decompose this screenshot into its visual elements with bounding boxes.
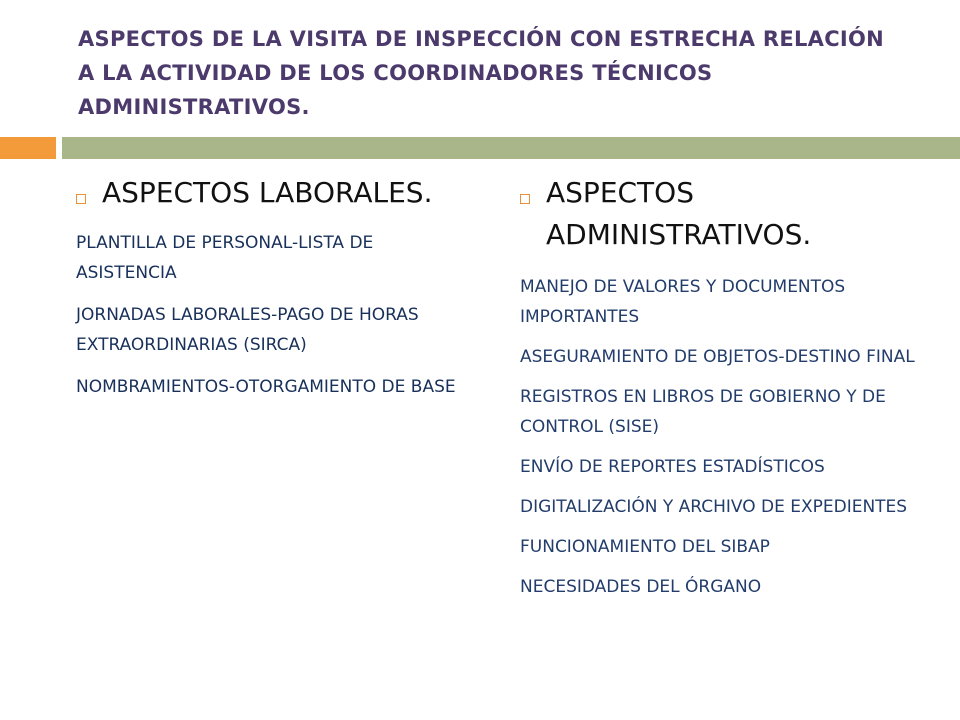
list-item: ENVÍO DE REPORTES ESTADÍSTICOS [520,457,825,477]
square-bullet-icon [520,194,530,204]
list-item: MANEJO DE VALORES Y DOCUMENTOS IMPORTANTES [520,277,846,327]
list-item: ASEGURAMIENTO DE OBJETOS-DESTINO FINAL [520,347,915,367]
list-item: DIGITALIZACIÓN Y ARCHIVO DE EXPEDIENTES [520,497,908,517]
square-bullet-icon [76,194,86,204]
accent-bar-green [62,137,960,159]
right-column [520,172,940,612]
left-item-list [76,228,466,402]
accent-bar-orange [0,137,56,159]
list-item: JORNADAS LABORALES-PAGO DE HORAS EXTRAORDINARIAS (SIRCA) [76,305,419,355]
right-item-list [520,272,940,602]
list-item: NOMBRAMIENTOS-OTORGAMIENTO DE BASE [76,377,456,397]
right-column-heading: ASPECTOS ADMINISTRATIVOS. [546,176,812,251]
list-item: NECESIDADES DEL ÓRGANO [520,577,762,597]
list-item: FUNCIONAMIENTO DEL SIBAP [520,537,770,557]
left-column [76,172,466,414]
list-item: PLANTILLA DE PERSONAL-LISTA DE ASISTENCIA [76,233,374,283]
right-heading-row [520,172,940,256]
list-item: REGISTROS EN LIBROS DE GOBIERNO Y DE CONTROL (SISE) [520,387,886,437]
left-heading-row [76,172,466,214]
left-column-heading: ASPECTOS LABORALES. [102,176,433,209]
slide-title: ASPECTOS DE LA VISITA DE INSPECCIÓN CON ESTRECHA RELACIÓN A LA ACTIVIDAD DE LOS COORDINADORES TÉCNICOS ADMINISTRATIVOS. [78,27,885,119]
